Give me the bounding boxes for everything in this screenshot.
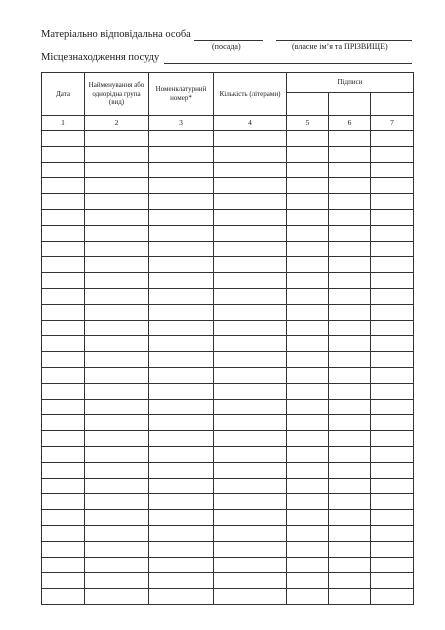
table-cell[interactable] xyxy=(149,589,214,605)
table-cell[interactable] xyxy=(149,194,214,210)
table-row xyxy=(42,494,414,510)
table-cell[interactable] xyxy=(329,494,371,510)
table-row xyxy=(42,589,414,605)
table-cell[interactable] xyxy=(214,352,287,368)
table-cell[interactable] xyxy=(214,525,287,541)
table-cell[interactable] xyxy=(149,573,214,589)
table-row xyxy=(42,178,414,194)
table-row xyxy=(42,415,414,431)
table-cell[interactable] xyxy=(214,431,287,447)
table-row xyxy=(42,383,414,399)
table-cell[interactable] xyxy=(329,573,371,589)
table-cell[interactable] xyxy=(42,494,85,510)
table-cell[interactable] xyxy=(214,399,287,415)
table-cell[interactable] xyxy=(287,162,329,178)
table-cell[interactable] xyxy=(214,304,287,320)
table-cell[interactable] xyxy=(214,194,287,210)
table-cell[interactable] xyxy=(371,304,414,320)
table-row xyxy=(42,320,414,336)
table-row xyxy=(42,557,414,573)
table-cell[interactable] xyxy=(85,462,149,478)
table-cell[interactable] xyxy=(287,336,329,352)
table-cell[interactable] xyxy=(329,178,371,194)
table-cell[interactable] xyxy=(149,131,214,147)
table-cell[interactable] xyxy=(42,431,85,447)
table-cell[interactable] xyxy=(42,383,85,399)
table-cell[interactable] xyxy=(149,478,214,494)
table-cell[interactable] xyxy=(329,162,371,178)
table-cell[interactable] xyxy=(287,367,329,383)
table-cell[interactable] xyxy=(371,194,414,210)
table-cell[interactable] xyxy=(85,320,149,336)
table-row xyxy=(42,541,414,557)
table-cell[interactable] xyxy=(85,194,149,210)
table-cell[interactable] xyxy=(214,320,287,336)
table-cell[interactable] xyxy=(371,336,414,352)
column-number: 1 xyxy=(42,116,85,131)
table-cell[interactable] xyxy=(42,304,85,320)
table-cell[interactable] xyxy=(214,146,287,162)
table-cell[interactable] xyxy=(85,415,149,431)
table-cell[interactable] xyxy=(371,257,414,273)
location-label: Місцезнаходження посуду xyxy=(41,52,160,63)
table-cell[interactable] xyxy=(329,352,371,368)
table-row xyxy=(42,510,414,526)
table-cell[interactable] xyxy=(85,431,149,447)
table-cell[interactable] xyxy=(329,146,371,162)
table-cell[interactable] xyxy=(371,525,414,541)
table-cell[interactable] xyxy=(287,383,329,399)
table-cell[interactable] xyxy=(329,510,371,526)
col-header-signature-3 xyxy=(371,93,414,116)
table-cell[interactable] xyxy=(85,494,149,510)
table-cell[interactable] xyxy=(214,241,287,257)
table-cell[interactable] xyxy=(371,431,414,447)
table-cell[interactable] xyxy=(329,131,371,147)
table-row xyxy=(42,288,414,304)
table-cell[interactable] xyxy=(214,336,287,352)
table-cell[interactable] xyxy=(287,446,329,462)
table-cell[interactable] xyxy=(149,399,214,415)
table-cell[interactable] xyxy=(42,510,85,526)
col-header-name: Найменування або однорідна група (вид) xyxy=(85,73,149,116)
table-row xyxy=(42,336,414,352)
table-cell[interactable] xyxy=(287,589,329,605)
table-cell[interactable] xyxy=(287,494,329,510)
table-cell[interactable] xyxy=(85,383,149,399)
table-cell[interactable] xyxy=(214,446,287,462)
table-cell[interactable] xyxy=(329,431,371,447)
table-cell[interactable] xyxy=(371,446,414,462)
table-cell[interactable] xyxy=(287,241,329,257)
table-cell[interactable] xyxy=(85,241,149,257)
table-cell[interactable] xyxy=(329,336,371,352)
table-cell[interactable] xyxy=(329,541,371,557)
name-caption: (власне ім’я та ПРІЗВИЩЕ) xyxy=(292,42,388,51)
table-cell[interactable] xyxy=(329,288,371,304)
table-cell[interactable] xyxy=(214,494,287,510)
table-cell[interactable] xyxy=(149,446,214,462)
table-cell[interactable] xyxy=(371,352,414,368)
journal-body xyxy=(42,131,414,605)
table-cell[interactable] xyxy=(42,573,85,589)
table-cell[interactable] xyxy=(214,589,287,605)
table-cell[interactable] xyxy=(371,399,414,415)
table-cell[interactable] xyxy=(371,320,414,336)
table-cell[interactable] xyxy=(287,225,329,241)
table-cell[interactable] xyxy=(329,399,371,415)
column-number: 4 xyxy=(214,116,287,131)
table-row xyxy=(42,241,414,257)
table-cell[interactable] xyxy=(214,367,287,383)
table-cell[interactable] xyxy=(85,352,149,368)
table-cell[interactable] xyxy=(42,146,85,162)
col-header-signature-1 xyxy=(287,93,329,116)
table-cell[interactable] xyxy=(214,225,287,241)
table-row xyxy=(42,446,414,462)
table-cell[interactable] xyxy=(287,541,329,557)
column-number: 7 xyxy=(371,116,414,131)
table-cell[interactable] xyxy=(42,241,85,257)
table-row xyxy=(42,462,414,478)
table-cell[interactable] xyxy=(149,178,214,194)
responsible-person-label: Матеріально відповідальна особа xyxy=(41,29,191,40)
table-cell[interactable] xyxy=(371,367,414,383)
table-cell[interactable] xyxy=(329,383,371,399)
table-cell[interactable] xyxy=(287,257,329,273)
table-cell[interactable] xyxy=(371,146,414,162)
table-cell[interactable] xyxy=(149,494,214,510)
table-cell[interactable] xyxy=(85,288,149,304)
table-cell[interactable] xyxy=(329,462,371,478)
table-cell[interactable] xyxy=(85,541,149,557)
table-cell[interactable] xyxy=(149,541,214,557)
table-cell[interactable] xyxy=(42,273,85,289)
table-cell[interactable] xyxy=(371,510,414,526)
table-cell[interactable] xyxy=(287,146,329,162)
table-cell[interactable] xyxy=(371,415,414,431)
table-cell[interactable] xyxy=(329,367,371,383)
table-cell[interactable] xyxy=(149,273,214,289)
table-cell[interactable] xyxy=(42,352,85,368)
position-underline[interactable] xyxy=(194,40,263,41)
table-cell[interactable] xyxy=(149,352,214,368)
column-number: 6 xyxy=(329,116,371,131)
table-cell[interactable] xyxy=(329,241,371,257)
table-cell[interactable] xyxy=(371,541,414,557)
table-cell[interactable] xyxy=(214,462,287,478)
table-cell[interactable] xyxy=(149,525,214,541)
table-cell[interactable] xyxy=(287,557,329,573)
table-cell[interactable] xyxy=(214,131,287,147)
table-cell[interactable] xyxy=(42,478,85,494)
table-cell[interactable] xyxy=(85,273,149,289)
table-cell[interactable] xyxy=(85,131,149,147)
table-cell[interactable] xyxy=(149,383,214,399)
table-cell[interactable] xyxy=(149,367,214,383)
table-row xyxy=(42,146,414,162)
table-cell[interactable] xyxy=(42,162,85,178)
table-cell[interactable] xyxy=(85,336,149,352)
table-cell[interactable] xyxy=(85,399,149,415)
table-cell[interactable] xyxy=(214,178,287,194)
table-cell[interactable] xyxy=(85,557,149,573)
table-cell[interactable] xyxy=(42,462,85,478)
table-cell[interactable] xyxy=(149,241,214,257)
table-cell[interactable] xyxy=(149,431,214,447)
column-number: 3 xyxy=(149,116,214,131)
table-cell[interactable] xyxy=(149,209,214,225)
table-cell[interactable] xyxy=(287,399,329,415)
table-cell[interactable] xyxy=(287,478,329,494)
table-cell[interactable] xyxy=(42,367,85,383)
table-cell[interactable] xyxy=(85,146,149,162)
table-cell[interactable] xyxy=(371,288,414,304)
table-cell[interactable] xyxy=(287,178,329,194)
table-cell[interactable] xyxy=(371,478,414,494)
table-cell[interactable] xyxy=(214,415,287,431)
table-row xyxy=(42,573,414,589)
table-cell[interactable] xyxy=(329,225,371,241)
table-cell[interactable] xyxy=(329,320,371,336)
table-cell[interactable] xyxy=(214,257,287,273)
table-cell[interactable] xyxy=(214,288,287,304)
table-cell[interactable] xyxy=(371,241,414,257)
col-header-nomenclature: Номенклатурний номер* xyxy=(149,73,214,116)
table-row xyxy=(42,367,414,383)
table-cell[interactable] xyxy=(85,162,149,178)
table-row xyxy=(42,162,414,178)
table-cell[interactable] xyxy=(42,209,85,225)
table-cell[interactable] xyxy=(85,178,149,194)
table-cell[interactable] xyxy=(214,478,287,494)
table-cell[interactable] xyxy=(42,131,85,147)
table-cell[interactable] xyxy=(329,557,371,573)
table-cell[interactable] xyxy=(149,146,214,162)
table-cell[interactable] xyxy=(287,194,329,210)
table-cell[interactable] xyxy=(85,257,149,273)
table-cell[interactable] xyxy=(85,446,149,462)
table-cell[interactable] xyxy=(329,415,371,431)
table-cell[interactable] xyxy=(371,573,414,589)
table-row xyxy=(42,304,414,320)
table-cell[interactable] xyxy=(214,557,287,573)
table-row xyxy=(42,194,414,210)
table-cell[interactable] xyxy=(329,304,371,320)
position-caption: (посада) xyxy=(212,42,241,51)
col-header-signature-2 xyxy=(329,93,371,116)
table-cell[interactable] xyxy=(287,304,329,320)
table-cell[interactable] xyxy=(329,273,371,289)
table-cell[interactable] xyxy=(149,415,214,431)
table-row xyxy=(42,209,414,225)
table-cell[interactable] xyxy=(42,541,85,557)
table-cell[interactable] xyxy=(149,557,214,573)
table-cell[interactable] xyxy=(371,209,414,225)
table-cell[interactable] xyxy=(287,573,329,589)
column-number-row xyxy=(42,116,414,131)
table-cell[interactable] xyxy=(329,194,371,210)
name-underline[interactable] xyxy=(276,40,412,41)
table-cell[interactable] xyxy=(371,162,414,178)
table-cell[interactable] xyxy=(214,273,287,289)
table-cell[interactable] xyxy=(42,525,85,541)
table-cell[interactable] xyxy=(329,525,371,541)
table-cell[interactable] xyxy=(85,225,149,241)
table-cell[interactable] xyxy=(42,415,85,431)
col-header-quantity: Кількість (літерами) xyxy=(214,73,287,116)
table-cell[interactable] xyxy=(287,415,329,431)
table-cell[interactable] xyxy=(85,209,149,225)
table-cell[interactable] xyxy=(42,399,85,415)
table-cell[interactable] xyxy=(329,257,371,273)
table-cell[interactable] xyxy=(42,194,85,210)
table-cell[interactable] xyxy=(287,131,329,147)
table-cell[interactable] xyxy=(85,573,149,589)
table-cell[interactable] xyxy=(85,304,149,320)
table-cell[interactable] xyxy=(287,288,329,304)
col-header-date: Дата xyxy=(42,73,85,116)
table-cell[interactable] xyxy=(42,178,85,194)
table-cell[interactable] xyxy=(371,225,414,241)
table-cell[interactable] xyxy=(329,478,371,494)
table-cell[interactable] xyxy=(214,541,287,557)
table-cell[interactable] xyxy=(42,225,85,241)
table-cell[interactable] xyxy=(42,288,85,304)
table-cell[interactable] xyxy=(214,510,287,526)
table-cell[interactable] xyxy=(329,446,371,462)
table-cell[interactable] xyxy=(214,162,287,178)
table-cell[interactable] xyxy=(371,494,414,510)
table-row xyxy=(42,273,414,289)
table-cell[interactable] xyxy=(287,352,329,368)
table-cell[interactable] xyxy=(42,557,85,573)
table-row xyxy=(42,431,414,447)
table-cell[interactable] xyxy=(85,367,149,383)
table-cell[interactable] xyxy=(149,336,214,352)
table-cell[interactable] xyxy=(329,209,371,225)
table-cell[interactable] xyxy=(42,320,85,336)
table-cell[interactable] xyxy=(149,510,214,526)
table-cell[interactable] xyxy=(287,510,329,526)
location-underline[interactable] xyxy=(164,63,412,64)
table-cell[interactable] xyxy=(42,589,85,605)
table-cell[interactable] xyxy=(85,510,149,526)
table-cell[interactable] xyxy=(371,131,414,147)
table-cell[interactable] xyxy=(287,273,329,289)
table-cell[interactable] xyxy=(371,462,414,478)
table-row xyxy=(42,257,414,273)
table-cell[interactable] xyxy=(287,320,329,336)
journal-table xyxy=(41,72,414,605)
table-cell[interactable] xyxy=(149,304,214,320)
table-cell[interactable] xyxy=(149,257,214,273)
table-cell[interactable] xyxy=(371,383,414,399)
table-cell[interactable] xyxy=(42,257,85,273)
table-cell[interactable] xyxy=(287,462,329,478)
column-number: 2 xyxy=(85,116,149,131)
table-cell[interactable] xyxy=(42,446,85,462)
table-cell[interactable] xyxy=(85,478,149,494)
table-cell[interactable] xyxy=(287,525,329,541)
col-header-signatures: Підписи xyxy=(287,73,414,93)
table-row xyxy=(42,352,414,368)
table-cell[interactable] xyxy=(371,557,414,573)
table-row xyxy=(42,399,414,415)
table-cell[interactable] xyxy=(214,383,287,399)
table-row xyxy=(42,225,414,241)
table-cell[interactable] xyxy=(85,525,149,541)
table-cell[interactable] xyxy=(42,336,85,352)
table-cell[interactable] xyxy=(149,288,214,304)
table-cell[interactable] xyxy=(287,431,329,447)
table-cell[interactable] xyxy=(371,178,414,194)
table-cell[interactable] xyxy=(287,209,329,225)
column-number: 5 xyxy=(287,116,329,131)
table-row xyxy=(42,478,414,494)
table-cell[interactable] xyxy=(149,320,214,336)
table-row xyxy=(42,131,414,147)
table-cell[interactable] xyxy=(149,225,214,241)
table-cell[interactable] xyxy=(371,273,414,289)
table-cell[interactable] xyxy=(329,589,371,605)
table-cell[interactable] xyxy=(85,589,149,605)
table-cell[interactable] xyxy=(371,589,414,605)
table-cell[interactable] xyxy=(149,162,214,178)
table-row xyxy=(42,525,414,541)
table-cell[interactable] xyxy=(214,573,287,589)
table-cell[interactable] xyxy=(149,462,214,478)
table-cell[interactable] xyxy=(214,209,287,225)
